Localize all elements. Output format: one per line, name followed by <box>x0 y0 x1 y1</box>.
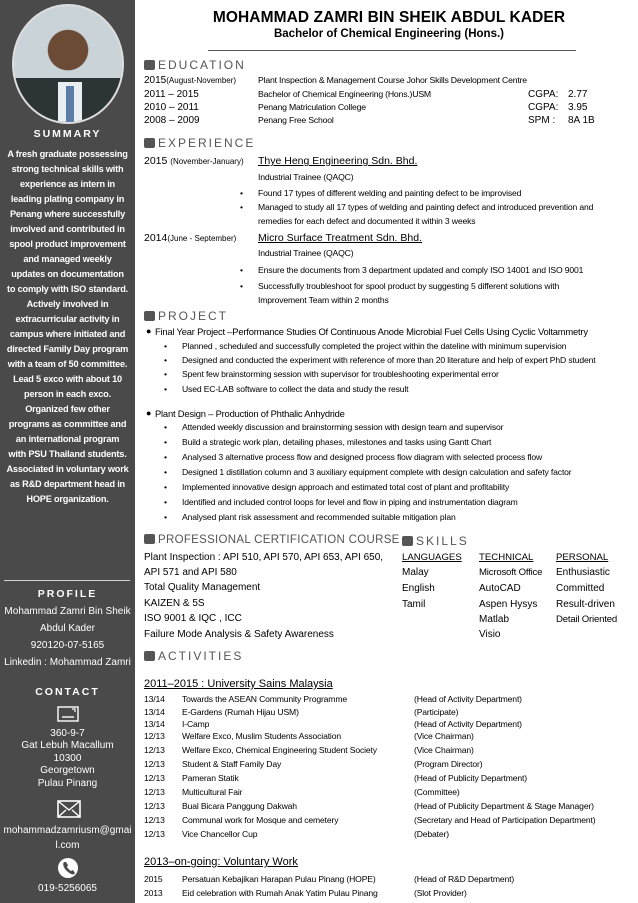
award-icon <box>402 536 413 546</box>
technical-item: Matlab <box>479 614 510 625</box>
language-item: English <box>402 583 435 594</box>
job-period <box>144 232 236 244</box>
technical-item: Aspen Hysys <box>479 599 538 610</box>
activity-year: 12/13 <box>144 731 165 741</box>
main-content <box>140 0 638 903</box>
edu-grade: 2.77 <box>568 89 588 100</box>
edu-grade-label: CGPA: <box>528 102 559 113</box>
activity-year: 12/13 <box>144 815 165 825</box>
profile-ic: 920120-07-5165 <box>30 640 105 651</box>
sidebar-divider <box>4 580 130 581</box>
megaphone-icon <box>144 651 155 661</box>
activity-name: Welfare Exco, Chemical Engineering Student Society <box>182 745 377 755</box>
personal-item: Result-driven <box>556 599 615 610</box>
activity-year: 12/13 <box>144 787 165 797</box>
summary-heading: SUMMARY <box>33 128 102 140</box>
candidate-name: MOHAMMAD ZAMRI BIN SHEIK ABDUL KADER <box>212 9 566 26</box>
header-rule <box>208 50 576 51</box>
experience-title: EXPERIENCE <box>158 136 256 150</box>
activity-year: 2015 <box>144 874 163 884</box>
job-bullet-cont: remedies for each defect and documented it within 3 weeks <box>258 216 476 226</box>
activity-role: (Secretary and Head of Participation Department) <box>414 815 596 825</box>
project-bullet: • Designed 1 distillation column and 3 auxiliary equipment complete with design calculation and safety factor <box>182 467 572 477</box>
activity-role: (Committee) <box>414 787 460 797</box>
certification-title: PROFESSIONAL CERTIFICATION COURSE <box>158 534 400 546</box>
award-icon <box>144 534 155 544</box>
sidebar <box>0 0 135 903</box>
job-period <box>144 155 244 167</box>
project-bullet: • Used EC-LAB software to collect the data and study the result <box>182 384 408 394</box>
activity-role: (Participate) <box>414 707 459 717</box>
activity-role: (Head of Activity Department) <box>414 694 522 704</box>
edu-desc: Penang Free School <box>258 115 334 125</box>
activity-role: (Slot Provider) <box>414 888 467 898</box>
job-bullet-cont: Improvement Team within 2 months <box>258 295 389 305</box>
activity-role: (Head of Publicity Department & Stage Manager) <box>414 801 594 811</box>
cert-item: ISO 9001 & IQC , ICC <box>144 613 242 624</box>
project-bullet: • Designed and conducted the experiment with reference of more than 20 literature and help of expert PhD student <box>182 355 595 365</box>
job-company: Micro Surface Treatment Sdn. Bhd. <box>258 232 422 244</box>
activity-role: (Debater) <box>414 829 449 839</box>
project-bullet: • Implemented innovative design approach and estimated total cost of plant and profitability <box>182 482 509 492</box>
activity-year: 2013 <box>144 888 163 898</box>
activity-name: Student & Staff Family Day <box>182 759 282 769</box>
edu-desc: Bachelor of Chemical Engineering (Hons.)USM <box>258 89 431 99</box>
edu-grade: 3.95 <box>568 102 588 113</box>
briefcase-icon <box>144 311 155 321</box>
technical-item: Microsoft Office <box>479 567 543 578</box>
profile-photo <box>12 4 124 124</box>
personal-item: Enthusiastic <box>556 567 610 578</box>
edu-grade-label: SPM : <box>528 115 556 126</box>
experience-heading <box>144 136 255 150</box>
personal-item: Committed <box>556 583 605 594</box>
activity-name: Pameran Statik <box>182 773 239 783</box>
project-bullet: • Attended weekly discussion and brainstorming session with design team and supervisor <box>182 422 503 432</box>
activity-name: Communal work for Mosque and cemetery <box>182 815 339 825</box>
project-bullet: • Analysed 3 alternative process flow and designed process flow diagram with selected process flow <box>182 452 542 462</box>
activity-year: 12/13 <box>144 773 165 783</box>
activities-voluntary-title: 2013–on-going: Voluntary Work <box>144 856 298 868</box>
activity-name: Eid celebration with Rumah Anak Yatim Pulau Pinang <box>182 888 378 898</box>
candidate-degree: Bachelor of Chemical Engineering (Hons.) <box>273 28 505 40</box>
job-bullet: • Found 17 types of different welding and painting defect to be improvised <box>258 188 521 198</box>
activity-role: (Head of R&D Department) <box>414 874 515 884</box>
job-year: 2015 <box>144 155 168 167</box>
cert-item: API 571 and API 580 <box>144 567 237 578</box>
activities-title: ACTIVITIES <box>158 649 244 663</box>
cert-item: Plant Inspection : API 510, API 570, API 653, API 650, <box>144 552 384 563</box>
education-icon <box>144 60 155 70</box>
activity-role: (Vice Chairman) <box>414 731 474 741</box>
email-address[interactable]: mohammadzamriusm@gmail.com <box>3 825 132 851</box>
technical-item: AutoCAD <box>479 583 521 594</box>
activity-name: E-Gardens (Rumah Hijau USM) <box>182 707 299 717</box>
activity-year: 12/13 <box>144 829 165 839</box>
activity-name: Towards the ASEAN Community Programme <box>182 694 347 704</box>
address-line: Georgetown <box>40 765 95 777</box>
mail-icon <box>57 799 79 819</box>
edu-desc: Plant Inspection & Management Course Johor Skills Development Centre <box>258 75 527 85</box>
skills-heading <box>402 534 469 548</box>
skills-technical-heading: TECHNICAL <box>479 552 534 563</box>
edu-year-text: 2015 <box>144 75 167 86</box>
cert-item: KAIZEN & 5S <box>144 598 205 609</box>
education-heading <box>144 58 246 72</box>
profile-linkedin[interactable]: Linkedin : Mohammad Zamri <box>4 657 131 668</box>
personal-item: Detail Oriented <box>556 614 617 625</box>
summary-text: A fresh graduate possessing strong technical skills with experience as intern in leading plating company in Penang where successfully involved and contributed in spool product improvement and managed weekly updates on documentation to comply with ISO standard. Actively involved in extracurricular activity in campus where initiated and directed Family Day program with a team of 50 committee. Lead 5 exco with about 10 person in each exco. Organized few other programs as committee and an international program with PSU Thailand students. Associated in voluntary work as R&D department head in HOPE organization. <box>6 149 129 504</box>
address-line: 360-9-7 <box>50 728 85 739</box>
activity-year: 13/14 <box>144 707 165 717</box>
activity-year: 12/13 <box>144 801 165 811</box>
activity-name: Bual Bicara Panggung Dakwah <box>182 801 297 811</box>
job-bullet: • Ensure the documents from 3 department updated and comply ISO 14001 and ISO 9001 <box>258 265 583 275</box>
project-bullet: • Planned , scheduled and successfully completed the project within the dateline with minimum supervision <box>182 341 566 351</box>
activity-role: (Head of Activity Department) <box>414 719 522 729</box>
skills-languages-heading: LANGUAGES <box>402 552 462 563</box>
activity-role: (Program Director) <box>414 759 483 769</box>
profile-heading: PROFILE <box>37 588 98 600</box>
activity-name: I-Camp <box>182 719 210 729</box>
edu-year-note: (August-November) <box>166 76 237 85</box>
activities-usm-title: 2011–2015 : University Sains Malaysia <box>144 678 333 690</box>
activity-year: 12/13 <box>144 759 165 769</box>
job-role: Industrial Trainee (QAQC) <box>258 172 354 182</box>
job-year: 2014 <box>144 232 168 244</box>
address-block <box>4 728 131 790</box>
project-title-2: ● Plant Design – Production of Phthalic Anhydride <box>155 408 345 419</box>
project-title-1: ● Final Year Project –Performance Studies Of Continuous Anode Microbial Fuel Cells Using Cyclic Voltammetry <box>155 326 588 337</box>
address-line: Gat Lebuh Macallum <box>21 740 114 752</box>
edu-year <box>144 75 236 86</box>
project-bullet: • Analysed plant risk assessment and recommended suitable mitigation plan <box>182 512 456 522</box>
certification-heading <box>144 534 400 546</box>
language-item: Malay <box>402 567 429 578</box>
activity-role: (Vice Chairman) <box>414 745 474 755</box>
activity-name: Persatuan Kebajikan Harapan Pulau Pinang (HOPE) <box>182 874 376 884</box>
language-item: Tamil <box>402 599 426 610</box>
project-title: PROJECT <box>158 309 229 323</box>
project-bullet: • Build a strategic work plan, detailing phases, milestones and tasks using Gantt Chart <box>182 437 491 447</box>
edu-grade-label: CGPA: <box>528 89 559 100</box>
activity-name: Vice Chancellor Cup <box>182 829 258 839</box>
activity-year: 13/14 <box>144 694 165 704</box>
job-company: Thye Heng Engineering Sdn. Bhd. <box>258 155 418 167</box>
job-bullet: • Successfully troubleshoot for spool product by suggesting 5 different solutions with <box>258 281 559 291</box>
address-line: Pulau Pinang <box>37 777 98 789</box>
address-line: 10300 <box>53 752 82 764</box>
address-icon <box>57 704 79 724</box>
project-heading <box>144 309 228 323</box>
edu-year: 2011 – 2015 <box>144 89 199 100</box>
edu-desc: Penang Matriculation College <box>258 102 366 112</box>
skills-personal-heading: PERSONAL <box>556 552 609 563</box>
edu-year: 2008 – 2009 <box>144 115 200 126</box>
profile-details <box>4 603 131 671</box>
job-role: Industrial Trainee (QAQC) <box>258 248 354 258</box>
profile-name: Mohammad Zamri Bin Sheik Abdul Kader <box>4 606 131 634</box>
activity-year: 13/14 <box>144 719 165 729</box>
activity-role: (Head of Publicity Department) <box>414 773 527 783</box>
job-bullet: • Managed to study all 17 types of welding and painting defect and introduced prevention and <box>258 202 593 212</box>
cert-item: Total Quality Management <box>144 582 261 593</box>
job-period-note: (November-January) <box>170 157 244 166</box>
calendar-icon <box>144 138 155 148</box>
activities-heading <box>144 649 243 663</box>
job-period-note: (June - September) <box>167 234 237 243</box>
activity-name: Multicultural Fair <box>182 787 243 797</box>
cert-item: Failure Mode Analysis & Safety Awareness <box>144 629 334 640</box>
activity-name: Welfare Exco, Muslim Students Association <box>182 731 341 741</box>
activity-year: 12/13 <box>144 745 165 755</box>
contact-heading: CONTACT <box>35 686 100 698</box>
project-bullet: • Identified and included control loops for level and flow in piping and instrumentation diagram <box>182 497 518 507</box>
phone-number[interactable]: 019-5256065 <box>38 883 97 894</box>
project-bullet: • Spent few brainstorming session with supervisor for troubleshooting experimental error <box>182 369 499 379</box>
education-title: EDUCATION <box>158 58 246 72</box>
phone-icon <box>57 857 79 877</box>
edu-year: 2010 – 2011 <box>144 102 199 113</box>
edu-grade: 8A 1B <box>568 115 595 126</box>
skills-title: SKILLS <box>416 534 469 548</box>
technical-item: Visio <box>479 629 501 640</box>
